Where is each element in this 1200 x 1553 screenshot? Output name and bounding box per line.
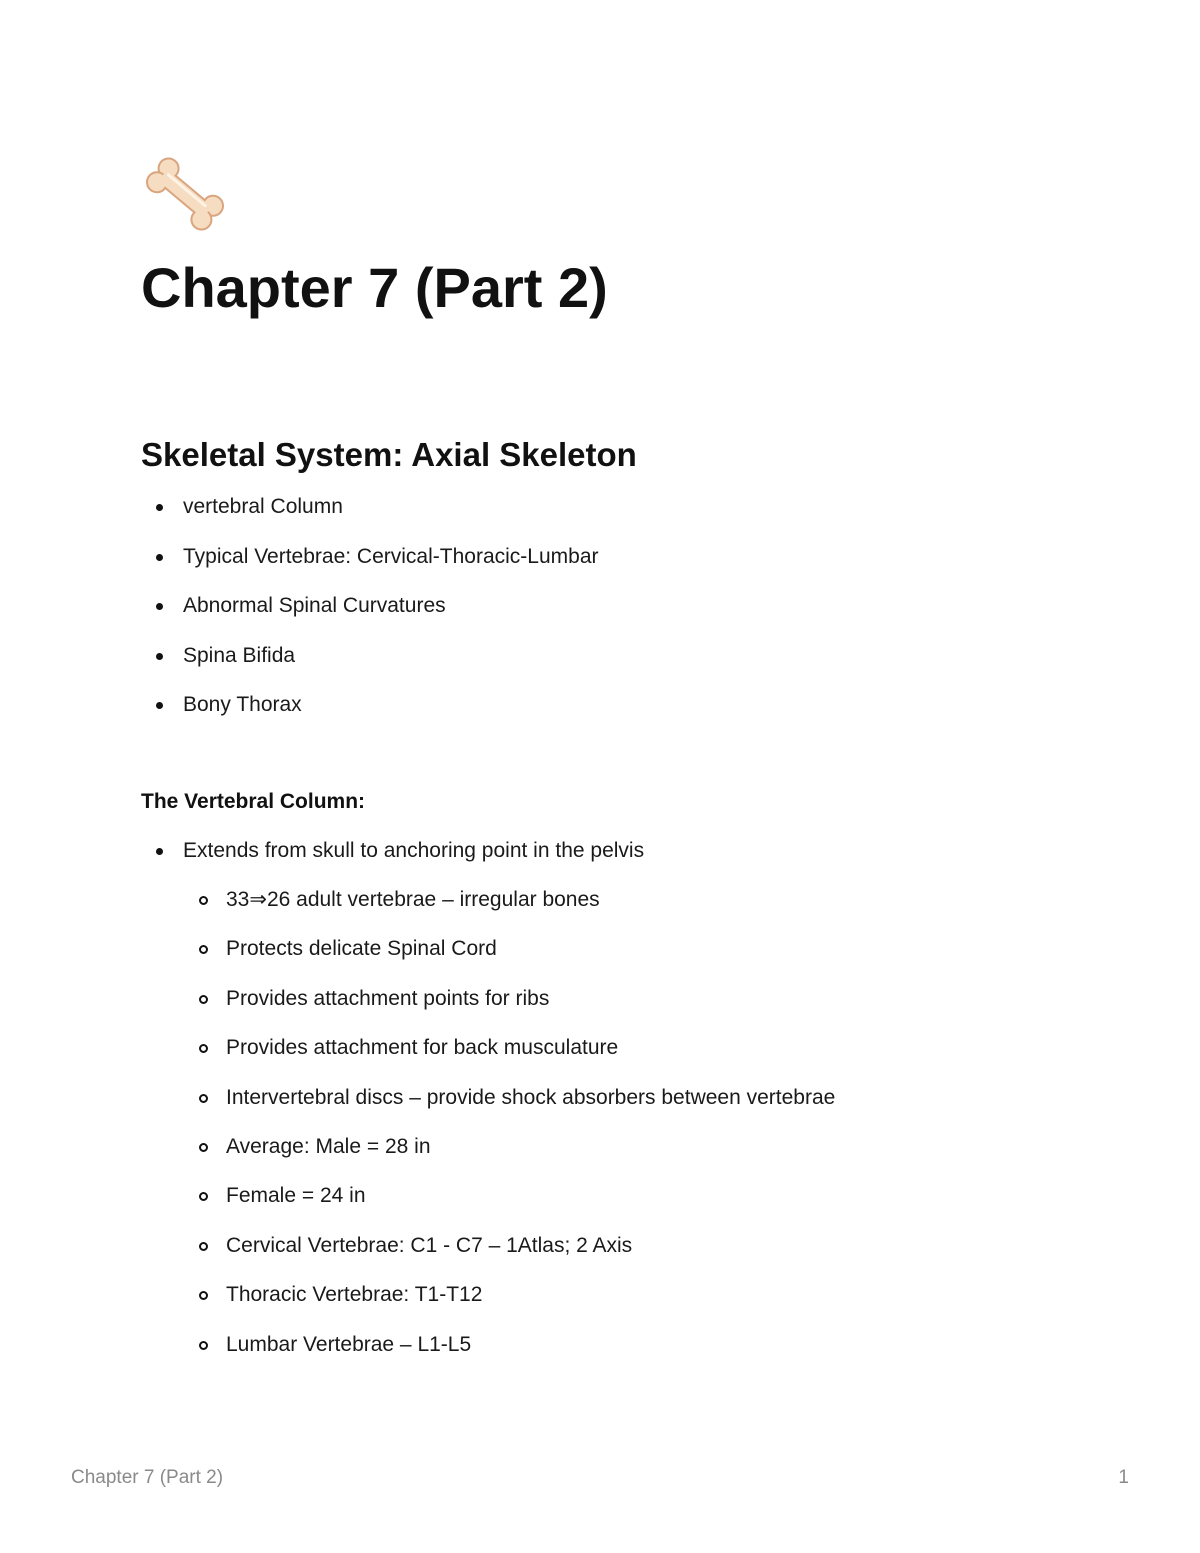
- bullet-icon: [156, 702, 163, 709]
- list-item: [183, 593, 599, 643]
- sub-list-item-text: Provides attachment points for ribs: [226, 986, 550, 1010]
- list-item: [183, 494, 599, 544]
- sub-list-item: [226, 887, 835, 936]
- bullet-icon: [156, 848, 163, 855]
- hollow-bullet-icon: [199, 1291, 208, 1300]
- bullet-icon: [156, 504, 163, 511]
- vertebral-column-list: [183, 838, 644, 888]
- sub-list-item: [226, 1233, 835, 1282]
- hollow-bullet-icon: [199, 995, 208, 1004]
- hollow-bullet-icon: [199, 945, 208, 954]
- list-item: [183, 544, 599, 594]
- hollow-bullet-icon: [199, 1242, 208, 1251]
- sub-list-item-text: Average: Male = 28 in: [226, 1134, 431, 1158]
- vertebral-column-heading: The Vertebral Column:: [141, 790, 366, 813]
- section-heading: Skeletal System: Axial Skeleton: [141, 436, 637, 473]
- hollow-bullet-icon: [199, 1341, 208, 1350]
- bullet-icon: [156, 653, 163, 660]
- list-item-text: Typical Vertebrae: Cervical-Thoracic-Lumbar: [183, 544, 599, 568]
- sub-list-item: [226, 1134, 835, 1183]
- sub-list-item: [226, 1332, 835, 1381]
- list-item: [183, 692, 599, 742]
- page-number: 1: [1118, 1467, 1129, 1488]
- sub-list-item-text: Provides attachment for back musculature: [226, 1036, 619, 1060]
- sub-list-item-text: 33⇒26 adult vertebrae – irregular bones: [226, 888, 600, 911]
- hollow-bullet-icon: [199, 1044, 208, 1053]
- vertebral-column-sublist: [226, 887, 835, 1381]
- bullet-icon: [156, 603, 163, 610]
- page-title: Chapter 7 (Part 2): [141, 256, 608, 319]
- sub-list-item: [226, 1035, 835, 1084]
- hollow-bullet-icon: [199, 1192, 208, 1201]
- outline-list: [183, 494, 599, 742]
- list-item-text: vertebral Column: [183, 495, 343, 518]
- sub-list-item-text: Lumbar Vertebrae – L1-L5: [226, 1332, 472, 1356]
- sub-list-item: [226, 1282, 835, 1331]
- footer-title: Chapter 7 (Part 2): [71, 1467, 224, 1488]
- bone-icon: [142, 152, 228, 236]
- sub-list-item: [226, 936, 835, 985]
- list-item-text: Extends from skull to anchoring point in the pelvis: [183, 839, 645, 862]
- list-item-text: Spina Bifida: [183, 643, 296, 667]
- hollow-bullet-icon: [199, 1094, 208, 1103]
- bullet-icon: [156, 554, 163, 561]
- sub-list-item-text: Thoracic Vertebrae: T1-T12: [226, 1283, 483, 1307]
- list-item: [183, 838, 644, 888]
- list-item-text: Abnormal Spinal Curvatures: [183, 594, 446, 617]
- sub-list-item: [226, 1085, 835, 1134]
- sub-list-item-text: Intervertebral discs – provide shock absorbers between vertebrae: [226, 1085, 836, 1109]
- sub-list-item-text: Protects delicate Spinal Cord: [226, 937, 497, 961]
- sub-list-item-text: Cervical Vertebrae: C1 - C7 – 1Atlas; 2 Axis: [226, 1233, 633, 1257]
- hollow-bullet-icon: [199, 1143, 208, 1152]
- sub-list-item: [226, 1183, 835, 1232]
- sub-list-item-text: Female = 24 in: [226, 1184, 366, 1208]
- list-item-text: Bony Thorax: [183, 693, 302, 716]
- hollow-bullet-icon: [199, 896, 208, 905]
- list-item: [183, 643, 599, 693]
- sub-list-item: [226, 986, 835, 1035]
